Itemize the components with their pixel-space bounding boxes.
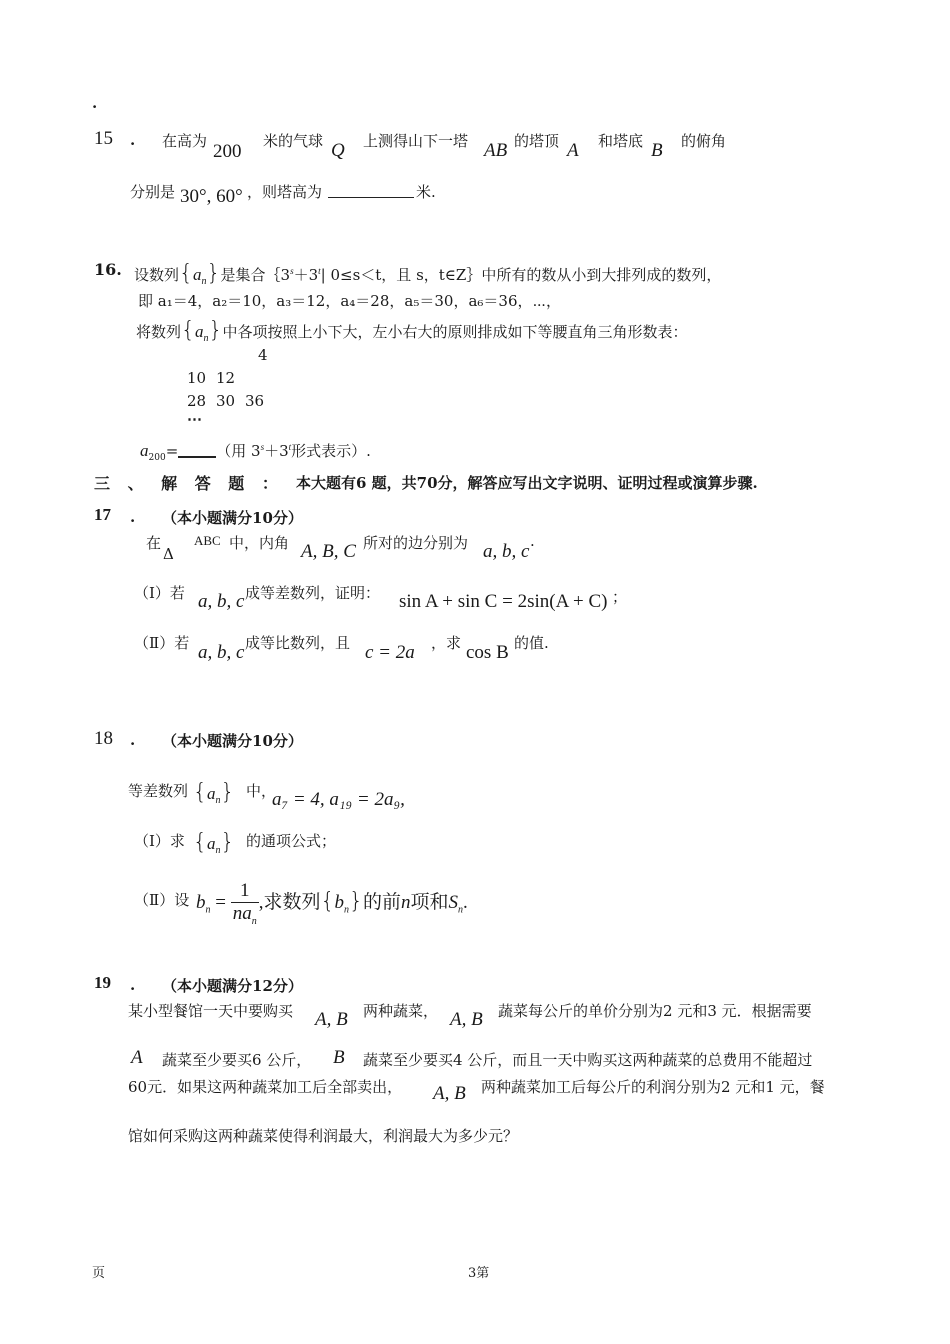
text: 米的气球 — [263, 132, 324, 150]
answer-blank — [178, 444, 216, 458]
question-dot: . — [130, 731, 136, 749]
math-sup: s — [290, 266, 294, 276]
text: 所对的边分别为 — [363, 534, 469, 552]
math-value: 200 — [213, 141, 242, 162]
triangle-cell: 12 — [216, 369, 236, 387]
text: 将数列 — [136, 323, 182, 341]
text: | 0≤s＜t，且 s，t∈Z｝中所有的数从小到大排列成的数列， — [320, 266, 722, 284]
text: 的值. — [514, 634, 549, 652]
text: 中各项按照上小下大，左小右大的原则排成如下等腰直角三角形数表： — [222, 323, 688, 341]
text: 某小型餐馆一天中要购买 — [128, 1002, 294, 1020]
math-formula: sin A + sin C = 2sin(A + C) — [399, 591, 608, 612]
math-vars: A, B — [315, 1009, 348, 1030]
text: ,求数列 — [258, 891, 321, 913]
score-note: （本小题满分10分） — [162, 732, 303, 750]
score-note: （本小题满分12分） — [162, 977, 303, 995]
question-number: 15 — [94, 128, 113, 149]
math-condition: a₇ = 4, a₁₉ = 2a₉, — [272, 789, 405, 810]
part-label: （Ⅱ）若 — [134, 634, 190, 652]
math-var: A — [131, 1047, 143, 1068]
text: 在 — [146, 534, 162, 552]
text: 60元．如果这两种蔬菜加工后全部卖出， — [128, 1078, 403, 1096]
text: 成等差数列，证明： — [245, 584, 381, 602]
question-dot: . — [130, 976, 136, 994]
question-number: 18 — [94, 728, 113, 749]
section-label: 三 、 解 答 题 ： — [94, 474, 284, 493]
text: ，求 — [431, 634, 462, 652]
math-var: B — [333, 1047, 345, 1068]
math-var: b — [334, 891, 344, 913]
text: = — [165, 442, 179, 460]
triangle-cell: 28 — [187, 392, 207, 410]
question-16-line-3: 将数列$\{a_n\}$中各项按照上小下大，左小右大的原则排成如下等腰直角三角形数表： — [136, 318, 688, 344]
question-16-line-1: 设数列$\{a_n\}$是集合$\{3^s+3^t|$ 0≤s＜t，且 s，t∈Z｝中所有的数从小到大排列成的数列， — [134, 261, 722, 287]
math-var: a — [207, 784, 216, 803]
text: . — [530, 532, 535, 550]
math-angles: 30°, 60° — [180, 186, 243, 207]
text: ＋3 — [264, 442, 289, 460]
text: 在高为 — [162, 132, 208, 150]
triangle-cell: 30 — [216, 392, 236, 410]
math-var: S — [448, 891, 459, 913]
text: （用 3 — [216, 442, 261, 460]
text: 的前 — [362, 891, 401, 913]
math-var: a — [193, 265, 202, 284]
triangle-cell: 4 — [258, 346, 268, 364]
fraction-denominator: $na_n$ — [232, 903, 257, 927]
math-sub: 200 — [148, 453, 166, 463]
text: 成等比数列，且 — [245, 634, 351, 652]
sequence-an: $\{a_n\}$ — [193, 780, 235, 807]
math-var: AB — [484, 140, 508, 161]
math-cos: cos B — [466, 642, 509, 663]
part-label: （Ⅰ）若 — [134, 584, 185, 602]
question-16-line-2: 即 a₁＝4，a₂＝10，a₃＝12，a₄＝28，a₅＝30，a₆＝36，⋯， — [138, 292, 561, 310]
text: 两种蔬菜， — [363, 1002, 439, 1020]
text: 和塔底 — [598, 132, 644, 150]
text: ； — [612, 588, 628, 606]
triangle-cell: 36 — [245, 392, 265, 410]
answer-blank — [328, 181, 414, 200]
question-dot: . — [130, 508, 136, 526]
text: ，则塔高为 — [247, 183, 323, 201]
part-label: （Ⅰ）求 — [134, 832, 185, 850]
math-var: a — [140, 441, 149, 460]
math-var: a — [207, 834, 216, 853]
score-note: （本小题满分10分） — [162, 509, 303, 527]
text: = — [215, 891, 226, 913]
question-dot: . — [130, 131, 136, 149]
math-sup: s — [260, 442, 265, 452]
text: 的俯角 — [681, 132, 727, 150]
math-vars: A, B — [450, 1009, 483, 1030]
question-16-answer — [140, 440, 371, 463]
math-var: a — [195, 322, 204, 341]
text: 项和 — [410, 891, 449, 913]
text: . — [463, 891, 468, 913]
triangle-name: ABC — [194, 533, 221, 548]
math-sup: t — [318, 266, 321, 276]
text: 的通项公式； — [246, 832, 337, 850]
math-vars: A, B — [433, 1083, 466, 1104]
text: 等差数列 — [128, 782, 189, 800]
math-bn-formula: $b_n$ = $\frac{1}{na_n}$ ,求数列$\{b_n\}$的前n项和$S_n$. — [196, 880, 468, 927]
question-number: 16. — [94, 260, 122, 279]
section-description: 本大题有6 题，共70分，解答应写出文字说明、证明过程或演算步骤. — [296, 474, 758, 492]
text: 蔬菜至少要买4 公斤，而且一天中购买这两种蔬菜的总费用不能超过 — [363, 1051, 813, 1069]
text: 馆如何采购这两种蔬菜使得利润最大，利润最大为多少元？ — [128, 1127, 519, 1145]
triangle-cell: 10 — [187, 369, 207, 387]
math-var: A — [567, 140, 579, 161]
header-dot: . — [92, 94, 98, 112]
text: 中，内角 — [229, 534, 290, 552]
math-sides: a, b, c — [198, 642, 245, 663]
page-number: 3第 — [468, 1266, 490, 1281]
math-var: b — [196, 891, 206, 913]
math-var: B — [651, 140, 663, 161]
text: 米. — [416, 183, 436, 201]
text: 蔬菜至少要买6 公斤， — [162, 1051, 312, 1069]
question-number: 17 — [94, 505, 111, 524]
triangle-symbol: Δ — [163, 545, 174, 563]
text: 形式表示）. — [291, 442, 371, 460]
text: 上测得山下一塔 — [363, 132, 469, 150]
math-condition: c = 2a — [365, 642, 415, 663]
math-sides: a, b, c — [198, 591, 245, 612]
question-number: 19 — [94, 973, 111, 992]
triangle-ellipsis: ⋯ — [187, 410, 202, 428]
part-label: （Ⅱ）设 — [134, 891, 190, 909]
text: 蔬菜每公斤的单价分别为2 元和3 元．根据需要 — [498, 1002, 812, 1020]
text: 是集合｛3 — [220, 266, 291, 284]
math-var: n — [401, 891, 411, 913]
math-angles: A, B, C — [301, 541, 356, 562]
math-var: Q — [331, 140, 345, 161]
sequence-an: $\{a_n\}$ — [193, 830, 235, 857]
fraction-numerator: 1 — [231, 880, 259, 903]
math-sides: a, b, c — [483, 541, 530, 562]
footer-left: 页 — [92, 1266, 106, 1281]
text: 的塔顶 — [514, 132, 560, 150]
text: 分别是 — [130, 183, 176, 201]
text: ＋3 — [293, 266, 319, 284]
text: 中， — [246, 782, 277, 800]
text: 设数列 — [134, 266, 180, 284]
text: 两种蔬菜加工后每公斤的利润分别为2 元和1 元，餐 — [481, 1078, 825, 1096]
math-sup: t — [288, 442, 292, 452]
